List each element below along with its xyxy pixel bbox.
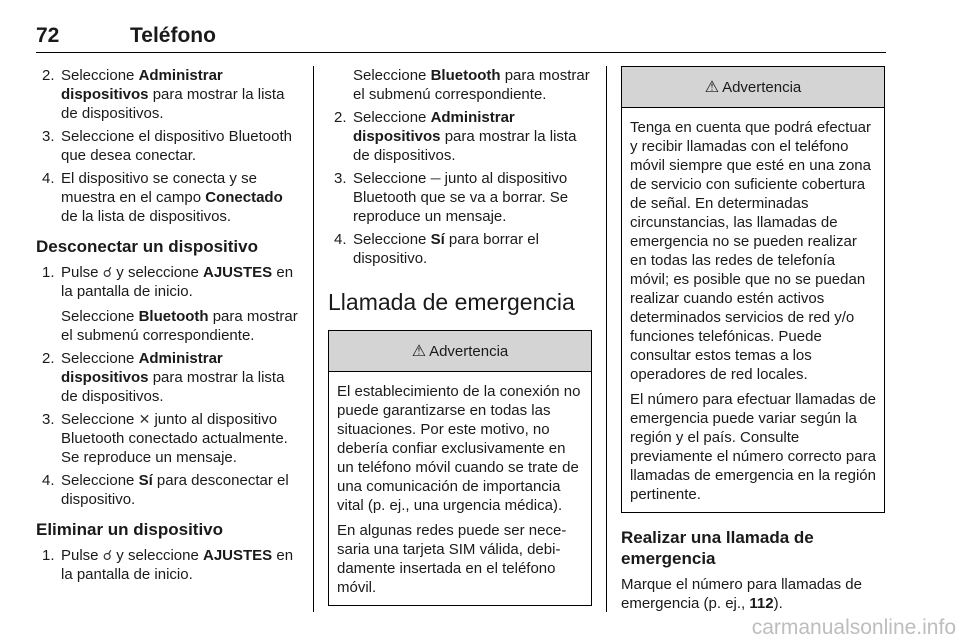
watermark: carmanualsonline.info <box>751 616 956 639</box>
column-middle <box>328 66 592 606</box>
section-heading: Eliminar un dispositivo <box>36 520 224 539</box>
section-heading: Realizar una llamada de emergencia <box>621 528 814 568</box>
warning-header <box>622 67 884 108</box>
list-item: 4. Seleccione Sí para desconectar el dispositivo. <box>42 472 289 508</box>
list-item: 1. Pulse ☌ y seleccione AJUSTES en la pantalla de inicio. Seleccione Bluetooth para mostrar el submenú correspondiente. <box>42 264 298 344</box>
warning-body: El establecimiento de la conexión no puede garantizarse en todas las situaciones. Por este motivo, no debería confiar exclusivamente en un teléfono móvil cuando se trate de una comunicación de importancia vital (p. ej., una urgencia médica). En algunas redes puede ser necesaria una tarjeta SIM válida, debidamente insertada en el teléfono móvil. <box>337 383 581 596</box>
minus-icon: ─ <box>430 170 441 186</box>
steps-list <box>36 263 300 509</box>
column-left <box>36 66 300 588</box>
warning-header <box>329 331 591 372</box>
close-icon: ✕ <box>138 411 151 427</box>
page-header <box>36 22 886 53</box>
warning-title: Advertencia <box>429 342 509 360</box>
list-item: 3. Seleccione ─ junto al dispositivo Bluetooth que se va a borrar. Se reproduce un mensaje. <box>334 170 569 225</box>
list-item: 4. Seleccione Sí para borrar el dispositivo. <box>334 231 539 267</box>
warning-icon: ⚠ <box>704 78 720 96</box>
home-icon: ☌ <box>102 264 113 280</box>
list-item: 2. Seleccione Administrar dispositivos para mostrar la lista de dispositivos. <box>334 109 577 164</box>
list-item: 4. El dispositivo se conecta y se muestra en el campo Conectado de la lista de dispositivos. <box>42 170 283 225</box>
steps-list <box>36 546 300 584</box>
list-item: 3. Seleccione el dispositivo Bluetooth que desea conectar. <box>42 128 292 164</box>
warning-title: Advertencia <box>722 78 802 96</box>
body-text: Marque el número para llamadas de emergencia (p. ej., 112). <box>621 576 862 612</box>
warning-box <box>621 66 885 513</box>
column-divider <box>606 66 607 612</box>
column-divider <box>313 66 314 612</box>
section-title: Llamada de emergencia <box>328 289 575 315</box>
chapter-title: Teléfono <box>130 24 216 47</box>
list-item: 2. Seleccione Administrar dispositivos para mostrar la lista de dispositivos. <box>42 67 285 122</box>
steps-list <box>328 66 592 268</box>
warning-icon: ⚠ <box>411 342 427 360</box>
warning-body: Tenga en cuenta que podrá efectuar y recibir llamadas con el teléfono móvil siempre que esté en una zona de servicio con suficiente cobertura de señal. En determinadas circunstancias, las llamadas de emergencia no se pueden realizar en todas las redes de telefonía móvil; es posible que no se puedan realizar cuando estén activos determinados servicios de red y/o funciones telefónicas. Puede consultar estos temas a los operadores de red locales. El número para efectuar llamadas de emergencia puede variar según la región y el país. Consulte previamente el número correcto para llamadas de emergencia en la región pertinente. <box>630 119 876 503</box>
list-item: Seleccione Bluetooth para mostrar el submenú correspondiente. <box>353 67 590 103</box>
list-item: 1. Pulse ☌ y seleccione AJUSTES en la pantalla de inicio. <box>42 547 294 583</box>
section-heading: Desconectar un dispositivo <box>36 237 258 256</box>
steps-list <box>36 66 300 226</box>
column-right <box>621 66 885 613</box>
list-item: 2. Seleccione Administrar dispositivos para mostrar la lista de dispositivos. <box>42 350 285 405</box>
page-number: 72 <box>36 24 60 47</box>
warning-box <box>328 330 592 606</box>
list-item: 3. Seleccione ✕ junto al dispositivo Bluetooth conectado actualmente. Se reproduce un mensaje. <box>42 411 288 466</box>
home-icon: ☌ <box>102 547 113 563</box>
